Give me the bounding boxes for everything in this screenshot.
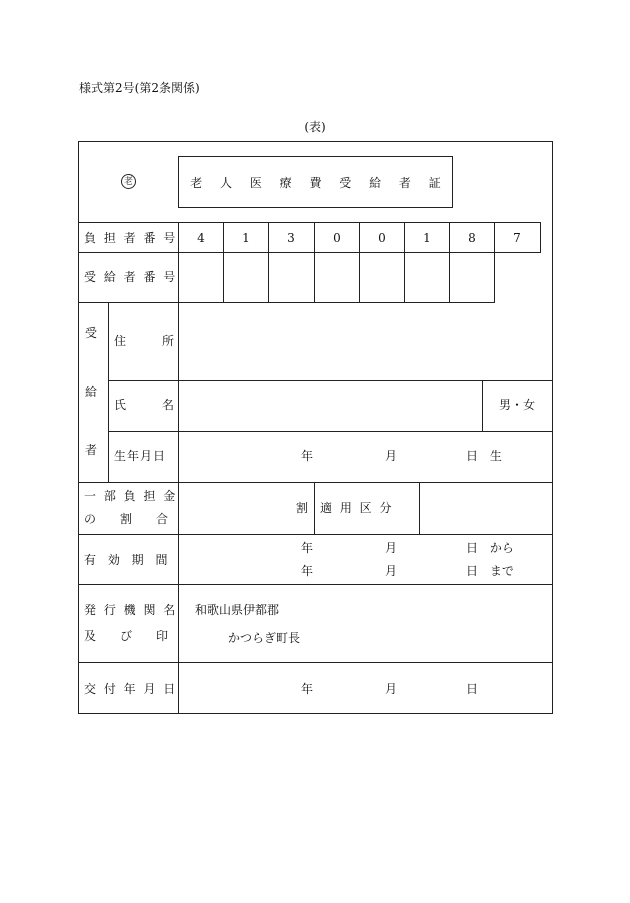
validity-to-day: 日 まで (466, 564, 514, 578)
birth-day: 日 生 (466, 449, 502, 463)
digit-divider (449, 222, 450, 302)
row-divider (78, 482, 553, 483)
name-label: 氏 名 (114, 398, 179, 412)
payer-number-label: 負 担 者 番 号 (84, 231, 178, 245)
validity-from-month: 月 (385, 541, 398, 555)
elderly-mark-icon: 老 (121, 174, 136, 189)
payer-digit: 0 (333, 231, 341, 245)
payer-digit: 3 (287, 231, 295, 245)
issue-day: 日 (466, 682, 479, 696)
issue-month: 月 (385, 682, 398, 696)
copay-label-sub: の 割 合 (84, 512, 175, 526)
row-divider (78, 302, 495, 303)
issuer-name-line-2: かつらぎ町長 (228, 631, 301, 645)
issuer-label-sub: 及 び 印 (84, 629, 175, 643)
copay-divider (419, 482, 420, 534)
gender-text: 男・女 (498, 398, 536, 412)
digit-divider (359, 222, 360, 302)
address-label: 住 所 (114, 334, 179, 348)
recipient-group-char: 給 (84, 385, 98, 399)
validity-label: 有 効 期 間 (84, 553, 172, 567)
copay-label: 一 部 負 担 金 (84, 489, 178, 503)
row-divider (78, 534, 553, 535)
row-divider (78, 662, 553, 663)
side-label: (表) (304, 120, 326, 134)
recipient-subcolumn-divider (108, 302, 109, 482)
copay-divider (314, 482, 315, 534)
validity-from-day: 日 から (466, 541, 514, 555)
issuer-label: 発 行 機 関 名 (84, 603, 178, 617)
row-divider (78, 584, 553, 585)
row-divider (108, 431, 553, 432)
digit-divider (268, 222, 269, 302)
row-divider (108, 380, 553, 381)
issuer-name-line-1: 和歌山県伊都郡 (195, 603, 280, 617)
birth-year: 年 (301, 449, 314, 463)
payer-digit: 4 (197, 231, 205, 245)
payer-digit: 0 (378, 231, 386, 245)
payer-digit: 1 (242, 231, 250, 245)
recipient-number-label: 受 給 者 番 号 (84, 270, 178, 284)
payer-digit: 1 (423, 231, 431, 245)
digit-divider (314, 222, 315, 302)
category-label: 適 用 区 分 (320, 501, 394, 515)
birth-date-label: 生年月日 (114, 449, 167, 463)
row-divider (78, 252, 541, 253)
payer-digit: 7 (513, 231, 521, 245)
digit-divider (223, 222, 224, 302)
form-number: 様式第2号(第2条関係) (79, 81, 200, 95)
digit-divider (404, 222, 405, 302)
issue-year: 年 (301, 682, 314, 696)
recipient-group-char: 者 (84, 443, 98, 457)
issue-date-label: 交 付 年 月 日 (84, 682, 178, 696)
validity-to-month: 月 (385, 564, 398, 578)
recipient-group-char: 受 (84, 326, 98, 340)
validity-to-year: 年 (301, 564, 314, 578)
certificate-title: 老 人 医 療 費 受 給 者 証 (190, 176, 448, 190)
label-column-divider (178, 222, 179, 714)
payer-digit: 8 (468, 231, 476, 245)
gender-divider (482, 380, 483, 431)
birth-month: 月 (385, 449, 398, 463)
digit-divider (494, 222, 495, 302)
validity-from-year: 年 (301, 541, 314, 555)
copay-unit: 割 (296, 501, 309, 515)
digit-divider (540, 222, 541, 252)
row-divider (78, 222, 541, 223)
